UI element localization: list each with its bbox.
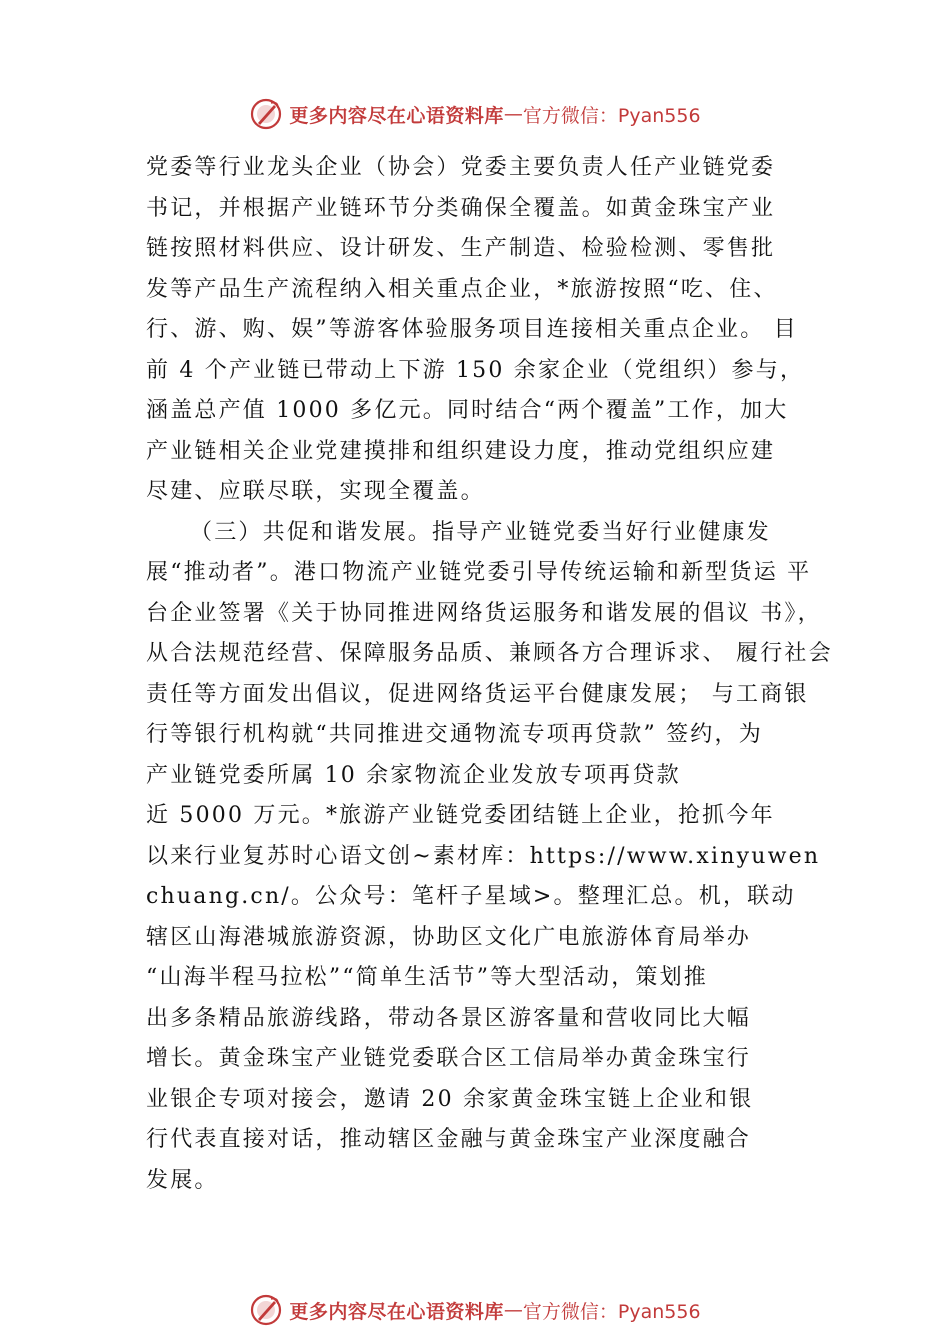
text-line: 业银企专项对接会，邀请 20 余家黄金珠宝链上企业和银 bbox=[146, 1086, 754, 1112]
text-line: 以来行业复苏时心语文创~素材库：https://www.xinyuwen bbox=[146, 843, 821, 869]
text-line: 书记，并根据产业链环节分类确保全覆盖。如黄金珠宝产业 bbox=[146, 195, 776, 221]
text-line: 发等产品生产流程纳入相关重点企业，*旅游按照“吃、住、 bbox=[146, 276, 778, 302]
text-line: 台企业签署《关于协同推进网络货运服务和谐发展的倡议 书》， bbox=[146, 600, 822, 626]
text-line: 展“推动者”。港口物流产业链党委引导传统运输和新型货运 平 bbox=[146, 560, 812, 585]
header-watermark-banner bbox=[0, 94, 950, 134]
text-line: 行、游、购、娱”等游客体验服务项目连接相关重点企业。 目 bbox=[146, 317, 798, 342]
text-line: 产业链党委所属 10 余家物流企业发放专项再贷款 bbox=[146, 762, 681, 788]
text-line: 尽建、应联尽联，实现全覆盖。 bbox=[146, 479, 485, 504]
text-line: 党委等行业龙头企业（协会）党委主要负责人任产业链党委 bbox=[146, 155, 776, 180]
text-line: 辖区山海港城旅游资源，协助区文化广电旅游体育局举办 bbox=[146, 924, 752, 950]
section-heading-line: （三）共促和谐发展。指导产业链党委当好行业健康发 bbox=[190, 519, 771, 545]
header-wechat-text: 官方微信：Pyan556 bbox=[522, 104, 701, 127]
document-body bbox=[146, 148, 836, 1201]
text-line: 产业链相关企业党建摸排和组织建设力度，推动党组织应建 bbox=[146, 438, 776, 464]
footer-brand-text: 更多内容尽在心语资料库 bbox=[289, 1300, 504, 1323]
footer-separator: — bbox=[503, 1299, 523, 1321]
text-line: 前 4 个产业链已带动上下游 150 余家企业（党组织）参与， bbox=[146, 357, 805, 383]
pen-badge-icon bbox=[249, 1293, 283, 1327]
header-brand-text: 更多内容尽在心语资料库 bbox=[289, 104, 504, 127]
text-line: 出多条精品旅游线路，带动各景区游客量和营收同比大幅 bbox=[146, 1005, 752, 1031]
footer-watermark-banner bbox=[0, 1290, 950, 1330]
pen-badge-icon bbox=[249, 97, 283, 131]
text-line: 链按照材料供应、设计研发、生产制造、检验检测、零售批 bbox=[146, 236, 776, 261]
text-line: “山海半程马拉松”“简单生活节”等大型活动，策划推 bbox=[146, 965, 708, 990]
text-line: 行等银行机构就“共同推进交通物流专项再贷款” 签约，为 bbox=[146, 722, 763, 747]
text-line: 发展。 bbox=[146, 1167, 219, 1193]
text-line: 增长。黄金珠宝产业链党委联合区工信局举办黄金珠宝行 bbox=[146, 1046, 752, 1071]
text-line: chuang.cn/。公众号：笔杆子星域>。整理汇总。机，联动 bbox=[146, 884, 796, 909]
text-line: 涵盖总产值 1000 多亿元。同时结合“两个覆盖”工作，加大 bbox=[146, 398, 789, 423]
text-line: 行代表直接对话，推动辖区金融与黄金珠宝产业深度融合 bbox=[146, 1127, 752, 1152]
footer-wechat-text: 官方微信：Pyan556 bbox=[522, 1300, 701, 1323]
text-line: 近 5000 万元。*旅游产业链党委团结链上企业，抢抓今年 bbox=[146, 803, 775, 828]
header-separator: — bbox=[503, 103, 523, 125]
text-line: 从合法规范经营、保障服务品质、兼顾各方合理诉求、 履行社会 bbox=[146, 641, 833, 666]
text-line: 责任等方面发出倡议，促进网络货运平台健康发展； 与工商银 bbox=[146, 681, 809, 707]
